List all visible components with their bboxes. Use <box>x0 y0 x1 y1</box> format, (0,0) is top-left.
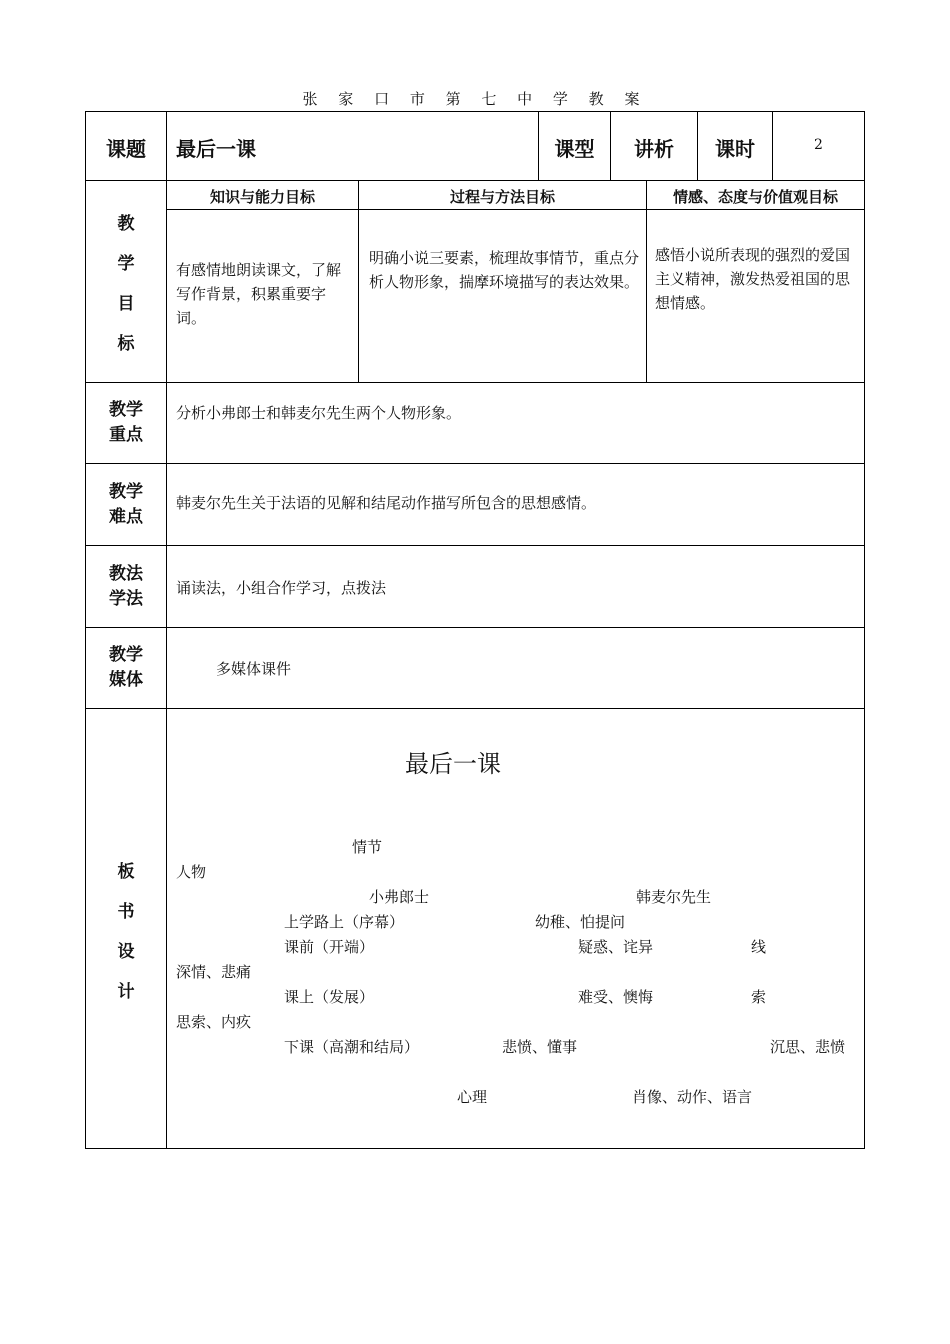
board-stage2-franz: 疑惑、诧异 <box>578 938 654 956</box>
board-title: 最后一课 <box>405 750 501 778</box>
board-stage3: 课上（发展） <box>284 988 375 1006</box>
media-text: 多媒体课件 <box>216 660 292 678</box>
difficulties-label: 教学 难点 <box>109 482 143 527</box>
key-points-text: 分析小弗郎士和韩麦尔先生两个人物形象。 <box>176 404 462 422</box>
board-clue-1: 线 <box>751 938 767 956</box>
knowledge-header: 知识与能力目标 <box>209 188 315 206</box>
board-characters: 人物 <box>176 863 207 881</box>
board-stage4-franz: 悲愤、懂事 <box>502 1038 578 1056</box>
type-value: 讲析 <box>634 137 674 161</box>
board-stage3-franz: 难受、懊悔 <box>578 988 654 1006</box>
type-label: 课型 <box>554 137 595 161</box>
board-stage2-hamel: 深情、悲痛 <box>176 963 252 981</box>
board-clue-2: 索 <box>751 988 767 1006</box>
objectives-label: 教 学 目 标 <box>117 214 135 354</box>
difficulties-text: 韩麦尔先生关于法语的见解和结尾动作描写所包含的思想感情。 <box>176 494 597 512</box>
methods-text: 诵读法，小组合作学习，点拨法 <box>176 579 387 597</box>
board-hamel: 韩麦尔先生 <box>636 888 712 906</box>
board-stage4: 下课（高潮和结局） <box>284 1038 420 1056</box>
board-stage3-hamel: 思索、内疚 <box>176 1013 252 1031</box>
board-stage4-hamel: 沉思、悲愤 <box>770 1038 846 1056</box>
board-portrait: 肖像、动作、语言 <box>632 1088 753 1106</box>
document-title: 张 家 口 市 第 七 中 学 教 案 <box>302 90 648 108</box>
emotion-header: 情感、态度与价值观目标 <box>672 188 838 206</box>
topic-value: 最后一课 <box>176 137 256 161</box>
hours-label: 课时 <box>715 137 755 161</box>
board-franz: 小弗郎士 <box>369 888 430 906</box>
emotion-text: 感悟小说所表现的强烈的爱国主义精神，激发热爱祖国的思想情感。 <box>655 246 851 312</box>
process-header: 过程与方法目标 <box>449 188 555 206</box>
board-stage2: 课前（开端） <box>284 938 375 956</box>
hours-value: 2 <box>814 137 823 153</box>
knowledge-text: 有感情地朗读课文，了解写作背景，积累重要字词。 <box>176 261 342 327</box>
media-label: 教学 媒体 <box>109 645 143 690</box>
board-label: 板 书 设 计 <box>117 862 135 1002</box>
board-plot: 情节 <box>352 838 383 856</box>
topic-label: 课题 <box>106 137 146 161</box>
key-points-label: 教学 重点 <box>109 400 143 445</box>
board-psychology: 心理 <box>457 1088 488 1106</box>
process-text: 明确小说三要素，梳理故事情节，重点分析人物形象，揣摩环境描写的表达效果。 <box>369 249 640 291</box>
board-stage1: 上学路上（序幕） <box>284 913 405 931</box>
methods-label: 教法 学法 <box>109 564 143 609</box>
board-stage1-franz: 幼稚、怕提问 <box>535 913 626 931</box>
